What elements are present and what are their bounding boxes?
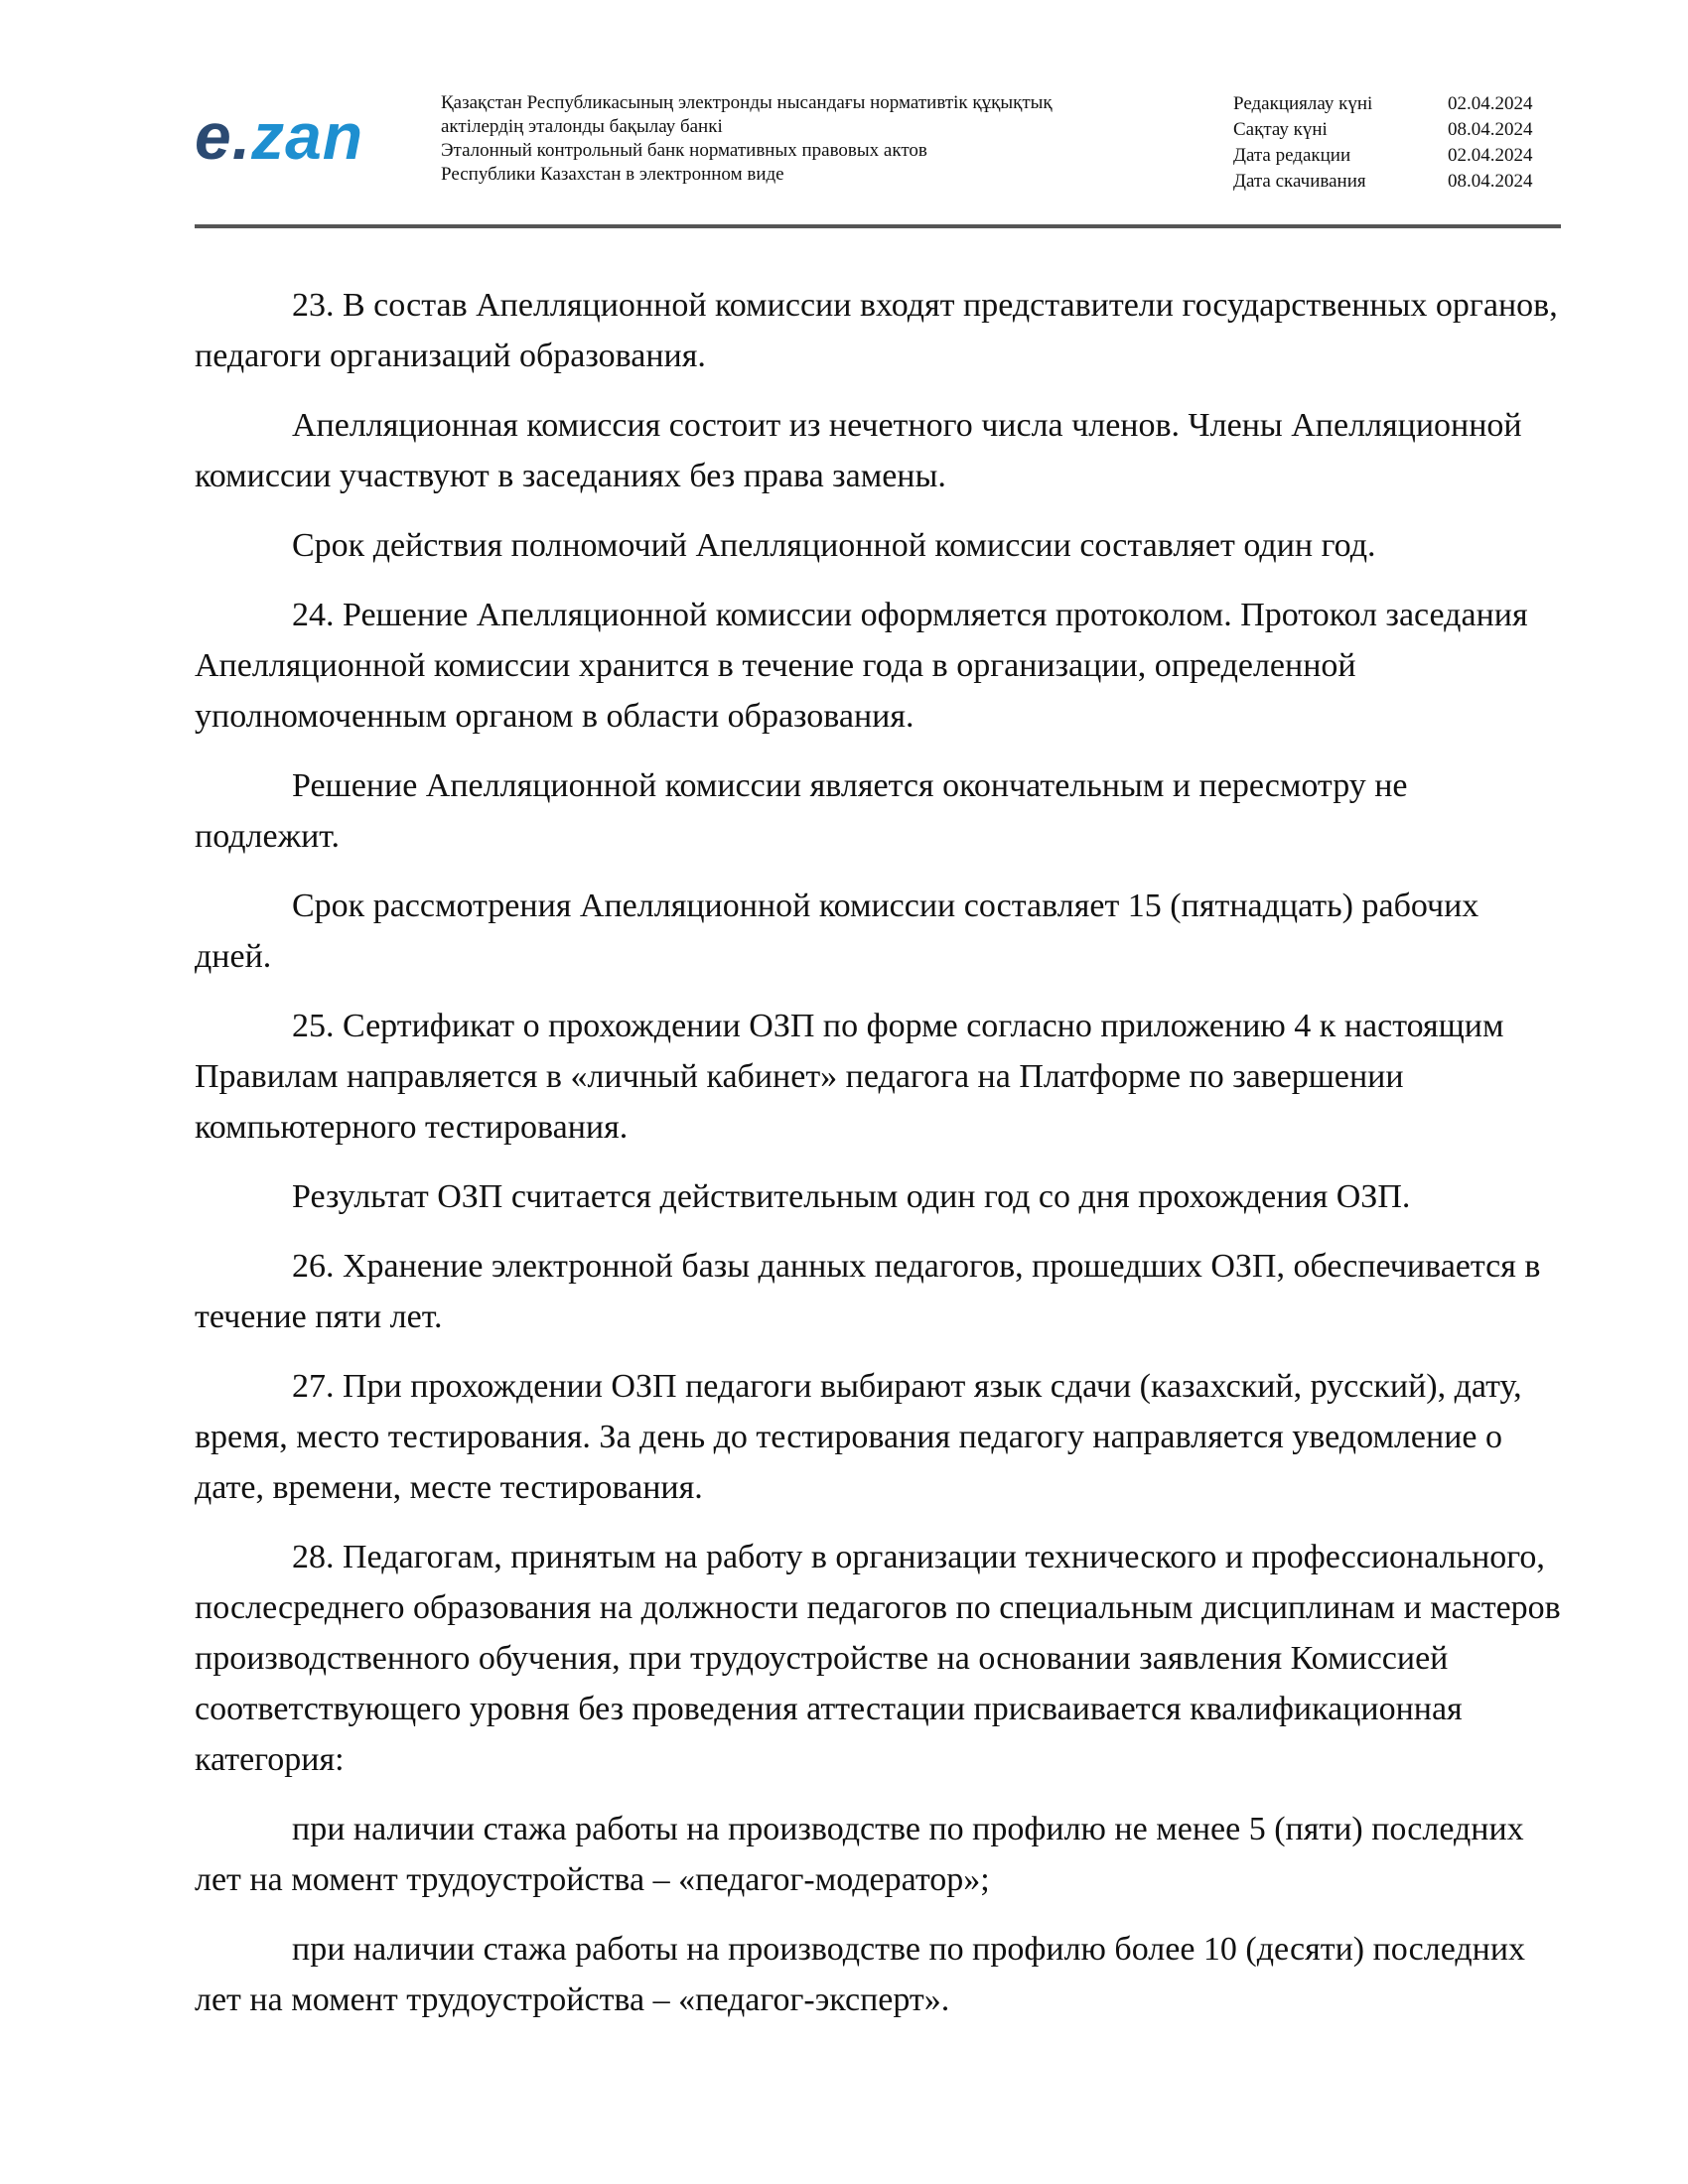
- document-header: [195, 85, 1561, 224]
- header-line: Эталонный контрольный банк нормативных правовых актов: [441, 140, 927, 161]
- header-line: Республики Казахстан в электронном виде: [441, 164, 784, 185]
- meta-value: 08.04.2024: [1448, 171, 1533, 192]
- meta-label: Редакциялау күні: [1233, 93, 1373, 114]
- meta-row-edit-date-kz: [1233, 91, 1561, 117]
- paragraph: Срок рассмотрения Апелляционной комиссии составляет 15 (пятнадцать) рабочих дней.: [195, 887, 1479, 975]
- paragraph: Срок действия полномочий Апелляционной комиссии составляет один год.: [292, 527, 1376, 564]
- paragraph: Решение Апелляционной комиссии является окончательным и пересмотру не подлежит.: [195, 767, 1408, 855]
- meta-row-edit-date-ru: [1233, 143, 1561, 169]
- paragraph: 23. В состав Апелляционной комиссии входят представители государственных органов, педагоги организаций образования.: [195, 287, 1558, 374]
- meta-label: Дата редакции: [1233, 145, 1351, 166]
- paragraph: при наличии стажа работы на производстве по профилю не менее 5 (пяти) последних лет на момент трудоустройства – «педагог-модератор»;: [195, 1811, 1524, 1898]
- header-line: актілердің эталонды бақылау банкі: [441, 116, 723, 137]
- paragraph: 25. Сертификат о прохождении ОЗП по форме согласно приложению 4 к настоящим Правилам направляется в «личный кабинет» педагога на Платформе по завершении компьютерного тестирования.: [195, 1008, 1504, 1146]
- meta-value: 08.04.2024: [1448, 119, 1533, 140]
- logo-part-e: e: [195, 99, 232, 173]
- paragraph: 27. При прохождении ОЗП педагоги выбирают язык сдачи (казахский, русский), дату, время, место тестирования. За день до тестирования педагогу направляется уведомление о дате, времени, месте тестирования.: [195, 1368, 1522, 1506]
- header-bank-title: [441, 91, 1196, 187]
- paragraph: Апелляционная комиссия состоит из нечетного числа членов. Члены Апелляционной комиссии участвуют в заседаниях без права замены.: [195, 407, 1522, 494]
- logo-dot: .: [231, 99, 252, 173]
- meta-value: 02.04.2024: [1448, 93, 1533, 114]
- paragraph: 24. Решение Апелляционной комиссии оформляется протоколом. Протокол заседания Апелляционной комиссии хранится в течение года в организации, определенной уполномоченным органом в области образования.: [195, 597, 1528, 735]
- document-body: [195, 280, 1561, 2044]
- paragraph: при наличии стажа работы на производстве по профилю более 10 (десяти) последних лет на момент трудоустройства – «педагог-эксперт».: [195, 1931, 1526, 2018]
- header-line: Қазақстан Республикасының электронды нысандағы нормативтік құқықтық: [441, 92, 1053, 113]
- header-divider: [195, 224, 1561, 228]
- meta-row-save-date-kz: [1233, 117, 1561, 143]
- meta-label: Сақтау күні: [1233, 119, 1328, 140]
- paragraph: 28. Педагогам, принятым на работу в организации технического и профессионального, послесреднего образования на должности педагогов по специальным дисциплинам и мастеров производственного обучения, при трудоустройстве на основании заявления Комиссией соответствующего уровня без проведения аттестации присваивается квалификационная категория:: [195, 1539, 1561, 1778]
- paragraph: 26. Хранение электронной базы данных педагогов, прошедших ОЗП, обеспечивается в течение пяти лет.: [195, 1248, 1541, 1335]
- paragraph: Результат ОЗП считается действительным один год со дня прохождения ОЗП.: [292, 1178, 1411, 1215]
- meta-label: Дата скачивания: [1233, 171, 1366, 192]
- logo-part-zan: zan: [251, 99, 364, 173]
- meta-value: 02.04.2024: [1448, 145, 1533, 166]
- ezan-logo: [195, 99, 364, 173]
- header-dates: [1233, 91, 1561, 195]
- meta-row-download-date-ru: [1233, 169, 1561, 195]
